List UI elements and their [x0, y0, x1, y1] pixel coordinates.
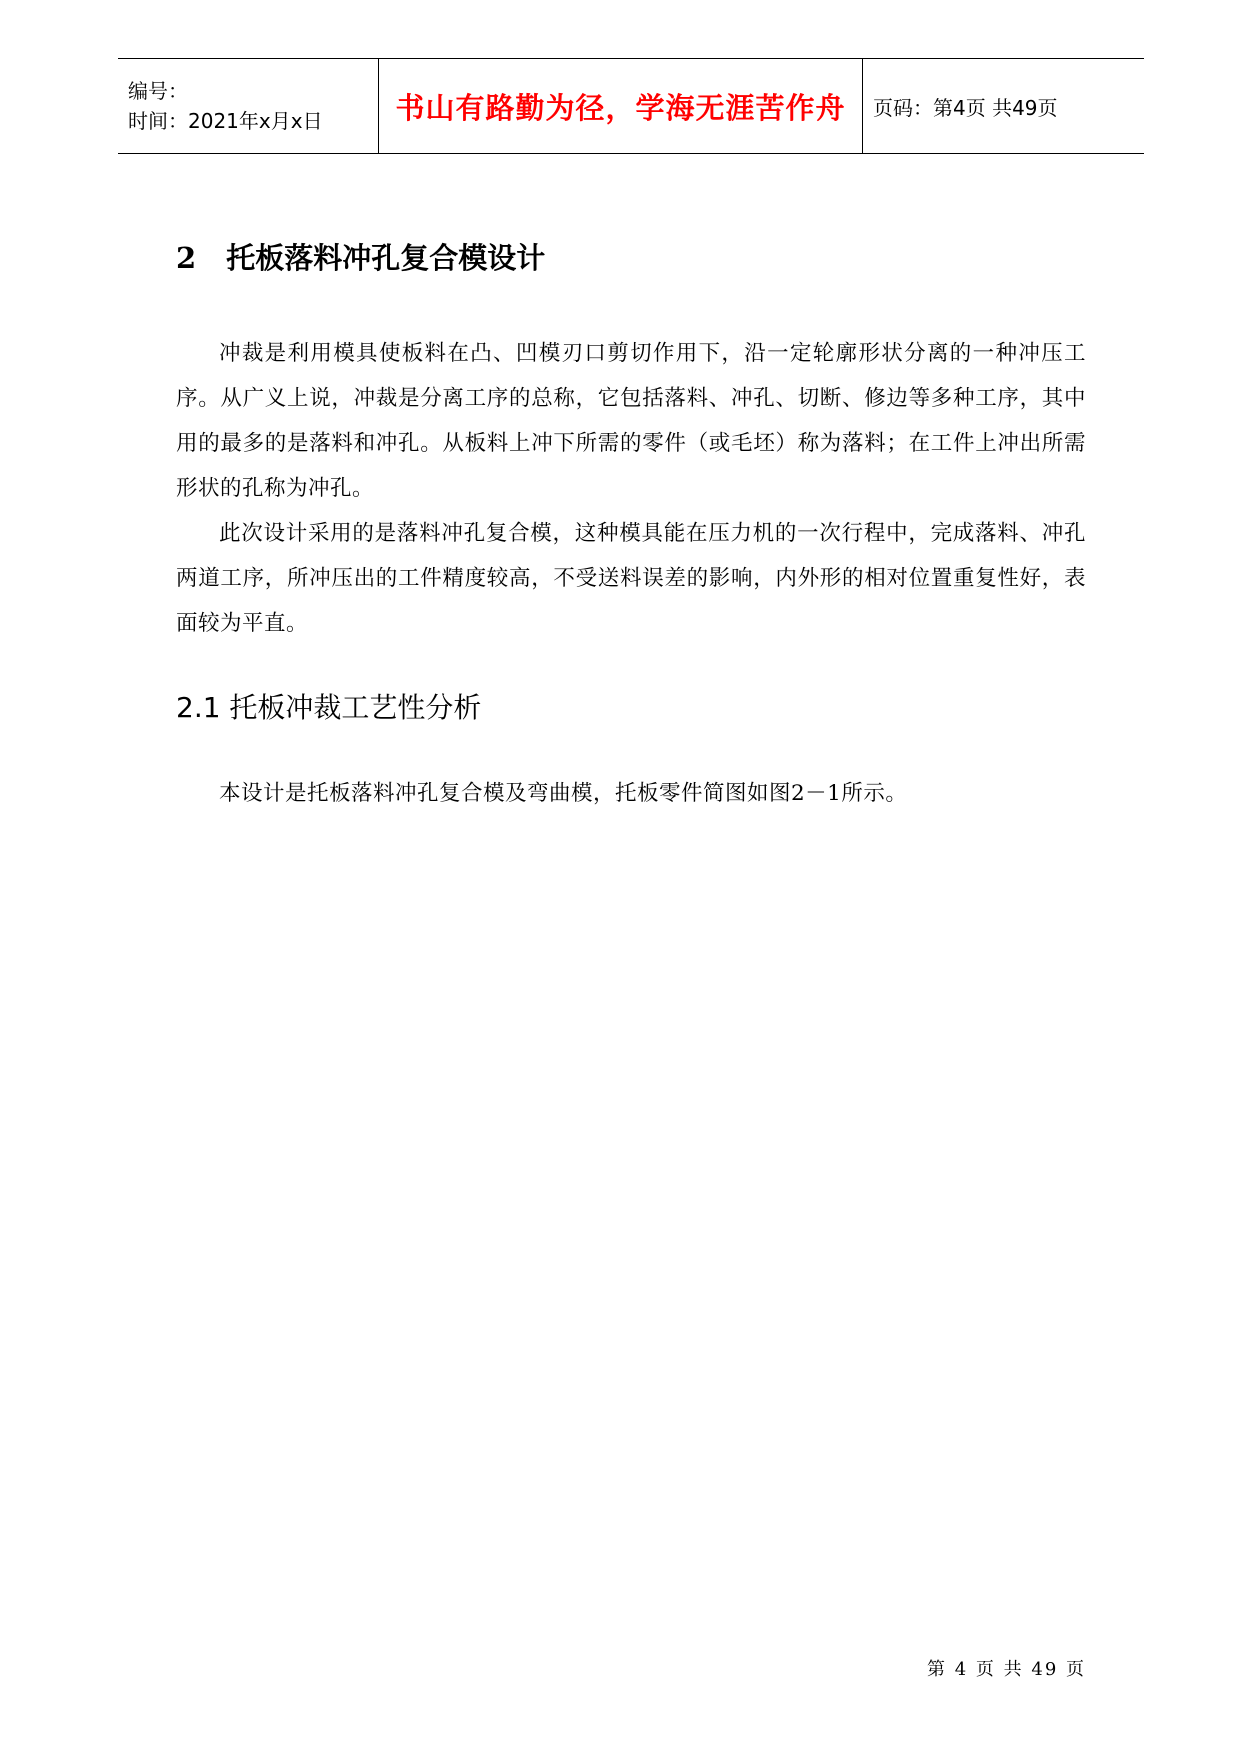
subsection-heading: 2.1 托板冲裁工艺性分析 — [176, 691, 482, 724]
section-heading — [176, 236, 545, 277]
date-label: 时间：2021年x月x日 — [128, 109, 323, 133]
header-table — [118, 58, 1144, 154]
paragraph-2: 此次设计采用的是落料冲孔复合模，这种模具能在压力机的一次行程中，完成落料、冲孔两道工序，所冲压出的工件精度较高，不受送料误差的影响，内外形的相对位置重复性好，表面较为平直。 — [176, 521, 1086, 636]
paragraph-1: 冲裁是利用模具使板料在凸、凹模刃口剪切作用下，沿一定轮廓形状分离的一种冲压工序。从广义上说，冲裁是分离工序的总称，它包括落料、冲孔、切断、修边等多种工序，其中用的最多的是落料和冲孔。从板料上冲下所需的零件（或毛坯）称为落料；在工件上冲出所需形状的孔称为冲孔。 — [176, 341, 1086, 501]
header-left-cell — [118, 59, 379, 153]
section-title: 托板落料冲孔复合模设计 — [226, 241, 546, 275]
header-motto: 书山有路勤为径，学海无涯苦作舟 — [395, 90, 846, 125]
document-number-label: 编号： — [128, 79, 188, 103]
header-page-info: 页码：第4页 共49页 — [873, 95, 1058, 120]
header-motto-cell — [379, 59, 863, 153]
subsection-paragraph: 本设计是托板落料冲孔复合模及弯曲模，托板零件简图如图2－1所示。 — [219, 781, 908, 806]
section-number: 2 — [176, 241, 197, 275]
page-footer: 第 4 页 共 49 页 — [927, 1659, 1086, 1680]
